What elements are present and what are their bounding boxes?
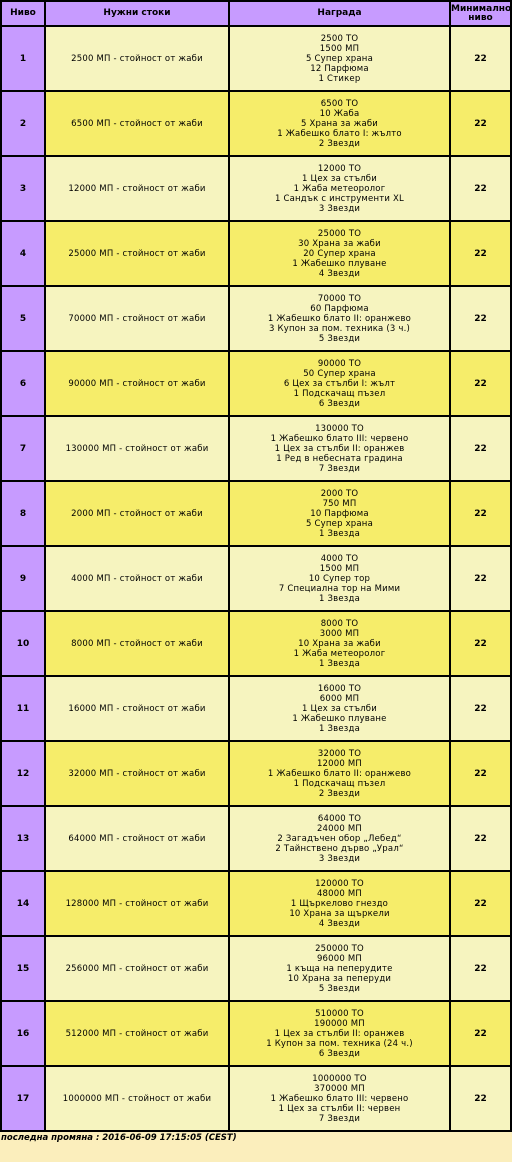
goods-cell: 12000 МП - стойност от жаби	[46, 157, 228, 220]
reward-line: 5 Храна за жаби	[300, 118, 379, 129]
reward-cell	[230, 1002, 449, 1065]
reward-line: 4 Звезди	[318, 268, 361, 279]
reward-line: 1 Жаба метеоролог	[293, 648, 386, 659]
reward-line: 1 Цех за стълби II: оранжев	[274, 1028, 405, 1039]
level-cell: 11	[2, 677, 44, 740]
reward-cell	[230, 482, 449, 545]
reward-line: 2500 ТО	[320, 33, 359, 44]
reward-line: 7 Звезди	[318, 463, 361, 474]
table-row	[2, 1002, 510, 1065]
reward-line: 1 Ред в небесната градина	[276, 453, 403, 464]
reward-line: 1 Жабешко блато III: червено	[270, 433, 409, 444]
goods-cell: 6500 МП - стойност от жаби	[46, 92, 228, 155]
reward-cell	[230, 157, 449, 220]
reward-line: 4000 ТО	[320, 553, 359, 564]
reward-line: 3000 МП	[319, 628, 360, 639]
min-level-cell: 22	[451, 287, 510, 350]
goods-cell: 16000 МП - стойност от жаби	[46, 677, 228, 740]
goods-cell: 1000000 МП - стойност от жаби	[46, 1067, 228, 1130]
table-row	[2, 352, 510, 415]
reward-line: 370000 МП	[314, 1083, 365, 1094]
reward-line: 6 Звезди	[318, 1048, 361, 1059]
reward-line: 1 Жабешко блато I: жълто	[277, 128, 402, 139]
reward-line: 16000 ТО	[317, 683, 362, 694]
reward-cell	[230, 27, 449, 90]
goods-cell: 4000 МП - стойност от жаби	[46, 547, 228, 610]
reward-line: 25000 ТО	[317, 228, 362, 239]
reward-line: 20 Супер храна	[303, 248, 376, 259]
reward-line: 6000 МП	[319, 693, 360, 704]
reward-line: 1000000 ТО	[312, 1073, 367, 1084]
level-cell: 17	[2, 1067, 44, 1130]
reward-cell	[230, 1067, 449, 1130]
reward-line: 1 Щъркелово гнездо	[290, 898, 389, 909]
level-cell: 9	[2, 547, 44, 610]
table-row	[2, 482, 510, 545]
reward-cell	[230, 807, 449, 870]
reward-line: 10 Парфюма	[310, 508, 369, 519]
min-level-cell: 22	[451, 27, 510, 90]
reward-line: 8000 ТО	[320, 618, 359, 629]
min-level-cell: 22	[451, 1067, 510, 1130]
min-level-cell: 22	[451, 417, 510, 480]
reward-line: 1 Купон за пом. техника (24 ч.)	[266, 1038, 413, 1049]
reward-line: 2000 ТО	[320, 488, 359, 499]
reward-line: 10 Храна за жаби	[298, 638, 381, 649]
reward-line: 750 МП	[322, 498, 357, 509]
reward-cell	[230, 352, 449, 415]
min-level-cell: 22	[451, 547, 510, 610]
min-level-cell: 22	[451, 807, 510, 870]
level-cell: 6	[2, 352, 44, 415]
reward-line: 1 Жабешко плуване	[292, 258, 387, 269]
min-level-cell: 22	[451, 92, 510, 155]
reward-line: 5 Звезди	[318, 333, 361, 344]
level-cell: 4	[2, 222, 44, 285]
reward-cell	[230, 677, 449, 740]
reward-line: 2 Звезди	[318, 138, 361, 149]
reward-cell	[230, 742, 449, 805]
reward-line: 1 Звезда	[318, 528, 360, 539]
level-cell: 5	[2, 287, 44, 350]
reward-line: 64000 ТО	[317, 813, 362, 824]
level-cell: 2	[2, 92, 44, 155]
reward-line: 48000 МП	[316, 888, 363, 899]
level-cell: 14	[2, 872, 44, 935]
reward-line: 5 Супер храна	[306, 53, 373, 64]
reward-cell	[230, 222, 449, 285]
level-cell: 10	[2, 612, 44, 675]
reward-line: 10 Жаба	[319, 108, 360, 119]
reward-line: 7 Звезди	[318, 1113, 361, 1124]
goods-cell: 256000 МП - стойност от жаби	[46, 937, 228, 1000]
table-row	[2, 872, 510, 935]
reward-line: 1 къща на пеперудите	[286, 963, 393, 974]
table-row	[2, 937, 510, 1000]
table-row	[2, 417, 510, 480]
reward-line: 32000 ТО	[317, 748, 362, 759]
reward-line: 130000 ТО	[315, 423, 364, 434]
goods-cell: 32000 МП - стойност от жаби	[46, 742, 228, 805]
reward-cell	[230, 287, 449, 350]
table-row	[2, 157, 510, 220]
reward-cell	[230, 92, 449, 155]
reward-line: 2 Тайнствено дърво „Урал“	[275, 843, 404, 854]
table-row	[2, 27, 510, 90]
reward-line: 3 Звезди	[318, 853, 361, 864]
reward-line: 1 Жабешко блато III: червено	[270, 1093, 409, 1104]
reward-line: 1500 МП	[319, 563, 360, 574]
reward-cell	[230, 872, 449, 935]
reward-line: 10 Супер тор	[308, 573, 371, 584]
reward-line: 1 Звезда	[318, 723, 360, 734]
reward-line: 60 Парфюма	[310, 303, 369, 314]
reward-line: 6 Звезди	[318, 398, 361, 409]
goods-cell: 512000 МП - стойност от жаби	[46, 1002, 228, 1065]
reward-line: 1 Цех за стълби II: червен	[278, 1103, 401, 1114]
reward-line: 5 Супер храна	[306, 518, 373, 529]
table-row	[2, 677, 510, 740]
header-level: Ниво	[2, 2, 44, 25]
reward-line: 1 Жабешко плуване	[292, 713, 387, 724]
table-row	[2, 742, 510, 805]
reward-cell	[230, 547, 449, 610]
reward-line: 96000 МП	[316, 953, 363, 964]
reward-line: 90000 ТО	[317, 358, 362, 369]
reward-line: 24000 МП	[316, 823, 363, 834]
reward-line: 1500 МП	[319, 43, 360, 54]
table-row	[2, 222, 510, 285]
min-level-cell: 22	[451, 157, 510, 220]
table-row	[2, 287, 510, 350]
reward-line: 1 Звезда	[318, 658, 360, 669]
table-row	[2, 612, 510, 675]
goods-cell: 2000 МП - стойност от жаби	[46, 482, 228, 545]
level-cell: 7	[2, 417, 44, 480]
reward-line: 1 Подскачащ пъзел	[293, 778, 386, 789]
reward-line: 1 Сандък с инструменти XL	[275, 193, 404, 204]
reward-cell	[230, 417, 449, 480]
reward-line: 6 Цех за стълби I: жълт	[283, 378, 396, 389]
reward-line: 190000 МП	[314, 1018, 365, 1029]
reward-line: 1 Цех за стълби	[302, 703, 377, 714]
level-cell: 3	[2, 157, 44, 220]
header-goods: Нужни стоки	[46, 2, 228, 25]
reward-line: 1 Подскачащ пъзел	[293, 388, 386, 399]
reward-line: 1 Цех за стълби	[302, 173, 377, 184]
reward-line: 30 Храна за жаби	[298, 238, 381, 249]
reward-line: 4 Звезди	[318, 918, 361, 929]
goods-cell: 8000 МП - стойност от жаби	[46, 612, 228, 675]
table-row	[2, 1067, 510, 1130]
table-row	[2, 807, 510, 870]
goods-cell: 128000 МП - стойност от жаби	[46, 872, 228, 935]
min-level-cell: 22	[451, 1002, 510, 1065]
min-level-cell: 22	[451, 482, 510, 545]
reward-line: 1 Звезда	[318, 593, 360, 604]
min-level-cell: 22	[451, 222, 510, 285]
level-cell: 8	[2, 482, 44, 545]
min-level-cell: 22	[451, 872, 510, 935]
reward-line: 1 Жаба метеоролог	[293, 183, 386, 194]
goods-cell: 64000 МП - стойност от жаби	[46, 807, 228, 870]
reward-line: 70000 ТО	[317, 293, 362, 304]
reward-cell	[230, 612, 449, 675]
goods-cell: 70000 МП - стойност от жаби	[46, 287, 228, 350]
reward-line: 510000 ТО	[315, 1008, 364, 1019]
reward-line: 12000 ТО	[317, 163, 362, 174]
reward-line: 120000 ТО	[315, 878, 364, 889]
reward-line: 10 Храна за щъркели	[289, 908, 390, 919]
header-reward: Награда	[230, 2, 449, 25]
level-cell: 16	[2, 1002, 44, 1065]
table-body	[2, 27, 510, 1130]
reward-line: 3 Купон за пом. техника (3 ч.)	[269, 323, 410, 334]
reward-line: 250000 ТО	[315, 943, 364, 954]
reward-line: 7 Специална тор на Мими	[278, 583, 401, 594]
reward-line: 5 Звезди	[318, 983, 361, 994]
reward-line: 12000 МП	[316, 758, 363, 769]
table-row	[2, 92, 510, 155]
level-cell: 15	[2, 937, 44, 1000]
min-level-cell: 22	[451, 352, 510, 415]
reward-line: 12 Парфюма	[310, 63, 369, 74]
table-row	[2, 547, 510, 610]
reward-line: 1 Жабешко блато II: оранжево	[267, 313, 412, 324]
min-level-cell: 22	[451, 742, 510, 805]
reward-cell	[230, 937, 449, 1000]
last-modified: последна промяна : 2016-06-09 17:15:05 (CEST)	[1, 1133, 237, 1143]
header-min-level: Минимално ниво	[451, 2, 510, 25]
level-cell: 1	[2, 27, 44, 90]
goods-cell: 25000 МП - стойност от жаби	[46, 222, 228, 285]
reward-line: 50 Супер храна	[303, 368, 376, 379]
level-cell: 12	[2, 742, 44, 805]
reward-line: 1 Жабешко блато II: оранжево	[267, 768, 412, 779]
reward-line: 6500 ТО	[320, 98, 359, 109]
level-cell: 13	[2, 807, 44, 870]
min-level-cell: 22	[451, 612, 510, 675]
goods-cell: 90000 МП - стойност от жаби	[46, 352, 228, 415]
goods-cell: 2500 МП - стойност от жаби	[46, 27, 228, 90]
goods-cell: 130000 МП - стойност от жаби	[46, 417, 228, 480]
header-row	[2, 2, 510, 25]
reward-line: 10 Храна за пеперуди	[287, 973, 392, 984]
reward-line: 1 Стикер	[318, 73, 361, 84]
reward-line: 2 Звезди	[318, 788, 361, 799]
reward-line: 3 Звезди	[318, 203, 361, 214]
reward-line: 1 Цех за стълби II: оранжев	[274, 443, 405, 454]
reward-line: 2 Загадъчен обор „Лебед“	[277, 833, 402, 844]
min-level-cell: 22	[451, 677, 510, 740]
min-level-cell: 22	[451, 937, 510, 1000]
